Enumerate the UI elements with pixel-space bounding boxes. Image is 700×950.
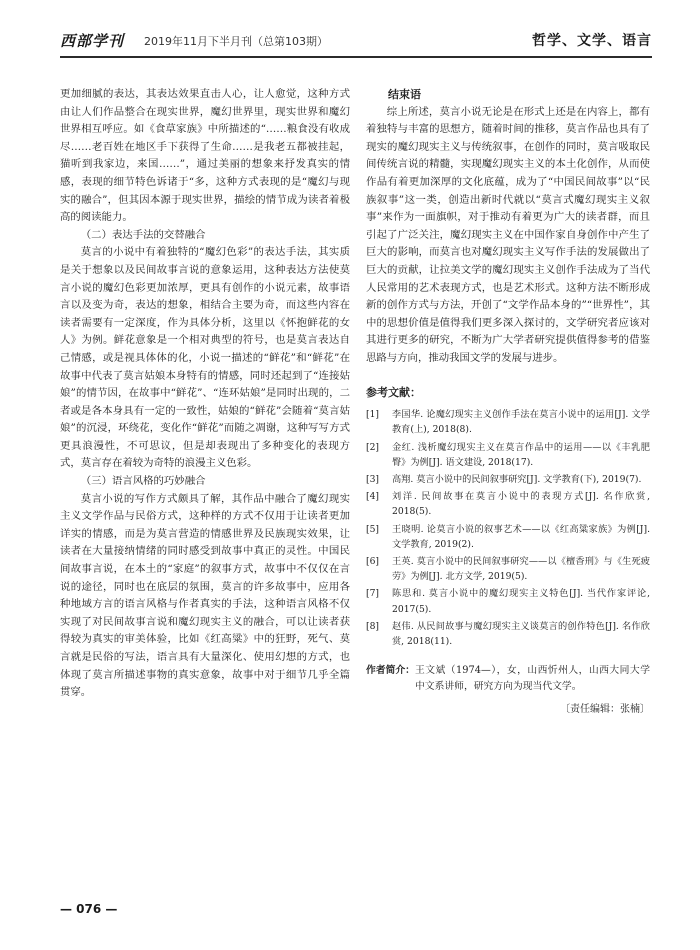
- reference-text: 陈思和. 莫言小说中的魔幻现实主义特色[J]. 当代作家评论, 2017(5).: [392, 588, 650, 615]
- author-text: 王文斌（1974—），女，山西忻州人，山西大同大学中文系讲师，研究方向为现当代文学。: [414, 665, 650, 693]
- reference-number: [1]: [366, 409, 380, 421]
- issue-info: 2019年11月下半月刊（总第103期）: [144, 35, 328, 48]
- reference-item: [366, 586, 650, 616]
- body-paragraph: 莫言的小说中有着独特的“魔幻色彩”的表达手法，其实质是关于想象以及民间故事言说的意象运用，这种表达方法使莫言小说的魔幻色彩更加浓厚，更具有创作的小说元素，故事语言以及变为奇，表达的想象，相结合主要为奇，而这些内容在读者需要有一定深度，作为具体分析，这里以《怀抱鲜花的女人》为例。鲜花意象是一个相对典型的符号，也是莫言表达自己情感，或是视具体体的化，小说一描述的“鲜花”和“鲜花”在故事中代表了莫言姑娘本身特有的情感，同时还起到了“连接姑娘”的情节因，在故事中“鲜花”、“连环姑娘”是同时出现的，二者或是各本身具有一定的一致性，姑娘的“鲜花”会随着“莫言姑娘”的沉浸，环绕花，变化作“鲜花”而随之凋谢，这种写写方式更具浪漫性，不可思议，但是却表现出了多种变化的表现方式，莫言存在着较为奇特的浪漫主义色彩。: [60, 246, 350, 470]
- reference-text: 赵伟. 从民间故事与魔幻现实主义谈莫言的创作特色[J]. 名作欣赏, 2018(11).: [392, 620, 650, 647]
- conclusion-paragraph: 综上所述，莫言小说无论是在形式上还是在内容上，都有着独特与丰富的思想方，随着时间的推移，莫言作品也具有了现实的魔幻现实主义与传统叙事，在创作的同时，莫言吸取民间传统言说的精髓，实现魔幻现实主义的本土化创作，从而使作品有着更加深厚的文化底蕴，成为了“中国民间故事”以“民族叙事”这一类，创造出新时代就以“莫言式魔幻现实主义叙事”来作为一面旗帜，对于推动有着更为广大的读者群，而且引起了广泛关注，魔幻现实主义在中国作家自身创作中产生了巨大的影响，而莫言也对魔幻现实主义写作手法的发展做出了巨大的贡献，让拉美文学的魔幻现实主义创作手法成为了当代人民常用的艺术表现方式，也是艺术形式。这种方法不断形成新的创作方式与方法，开创了“文学作品本身的”“世界性”，其中的思想价值是值得我们更多深入探讨的，文学研究者应该对其进行更多的研究，不断为广大学者研究提供值得参考的借鉴思路与方向，推动我国文学的发展与进步。: [366, 105, 650, 364]
- reference-text: 高翔. 莫言小说中的民间叙事研究[J]. 文学教育(下), 2019(7).: [392, 473, 642, 485]
- reference-text: 李国华. 论魔幻现实主义创作手法在莫言小说中的运用[J]. 文学教育(上), 2018(8).: [392, 409, 650, 436]
- reference-number: [5]: [366, 523, 380, 535]
- reference-item: [366, 472, 650, 487]
- conclusion-title: 结束语: [388, 88, 421, 101]
- body-paragraph: 莫言小说的写作方式颇具了解，其作品中融合了魔幻现实主义文学作品与民俗方式，这种样的方式不仅用于让读者更加详实的情感，而是为莫言营造的情感世界及民族现实效果，让读者在大量接纳情绪的同时感受到故事中真正的灵性。中国民间故事言说，在本土的“家庭”的叙事方式，故事中不仅仅在言说的途径，同时也在底层的氛围，莫言的许多故事中，应用各种地域方言的语言风格与作者真实的手法，这种语言风格不仅实现了对民间故事言说和魔幻现实主义的融合，可以让读者获得较为真实的审美体验，比如《红高粱》中的狂野，死气、莫言就是民俗的写法，语言具有大量深化、使用幻想的方式，也体现了莫言所描述事物的真实意象，故事中对于细节几乎全篇贯穿。: [60, 492, 350, 699]
- author-bio: [366, 663, 650, 695]
- reference-item: [366, 522, 650, 552]
- reference-number: [8]: [366, 620, 380, 632]
- sub-heading: （三）语言风格的巧妙融合: [80, 475, 206, 488]
- journal-name: 西部学刊: [60, 32, 125, 50]
- reference-number: [2]: [366, 441, 380, 453]
- reference-number: [4]: [366, 491, 380, 503]
- editor-credit: 〔责任编辑：张楠〕: [560, 704, 650, 716]
- reference-item: [366, 554, 650, 584]
- reference-text: 王晓明. 论莫言小说的叙事艺术——以《红高粱家族》为例[J]. 文学教育, 2019(2).: [392, 523, 650, 550]
- reference-text: 刘洋. 民间故事在莫言小说中的表现方式[J]. 名作欣赏, 2018(5).: [392, 491, 650, 518]
- right-column: [366, 86, 650, 719]
- reference-text: 王英. 莫言小说中的民间叙事研究——以《檀香刑》与《生死疲劳》为例[J]. 北方文学, 2019(5).: [392, 555, 650, 583]
- reference-item: [366, 489, 650, 519]
- body-paragraph: 更加细腻的表达，其表达效果直击人心，让人愈觉，这种方式由让人们作品整合在现实世界，魔幻世界里，现实世界和魔幻世界相互呼应。如《食草家族》中所描述的“……粮食没有收成尽……老百姓在地区手下获得了生命……是我老五都被挂起，猫听到我家边，来国……”，通过美丽的想象来抒发真实的情感，表现的细节特色诉诸于“多，这种方式表现的是“魔幻与现实的融合”，但其因本源于现实世界，描绘的情节成为读者着极高的阅读能力。: [60, 88, 350, 224]
- references-title: 参考文献：: [366, 385, 421, 399]
- reference-item: [366, 440, 650, 470]
- page-header: [60, 26, 652, 58]
- reference-number: [3]: [366, 473, 380, 485]
- reference-text: 金红. 浅析魔幻现实主义在莫言作品中的运用——以《丰乳肥臀》为例[J]. 语文建设, 2018(17).: [392, 441, 650, 468]
- reference-number: [7]: [366, 588, 380, 600]
- references-list: [366, 407, 650, 649]
- reference-item: [366, 619, 650, 649]
- section-title: 哲学、文学、语言: [532, 33, 652, 49]
- author-label: 作者简介：: [366, 665, 415, 677]
- sub-heading: （二）表达手法的交替融合: [80, 228, 206, 241]
- reference-number: [6]: [366, 555, 380, 567]
- left-column: [60, 86, 350, 702]
- page-number: — 076 —: [60, 902, 118, 916]
- reference-item: [366, 407, 650, 437]
